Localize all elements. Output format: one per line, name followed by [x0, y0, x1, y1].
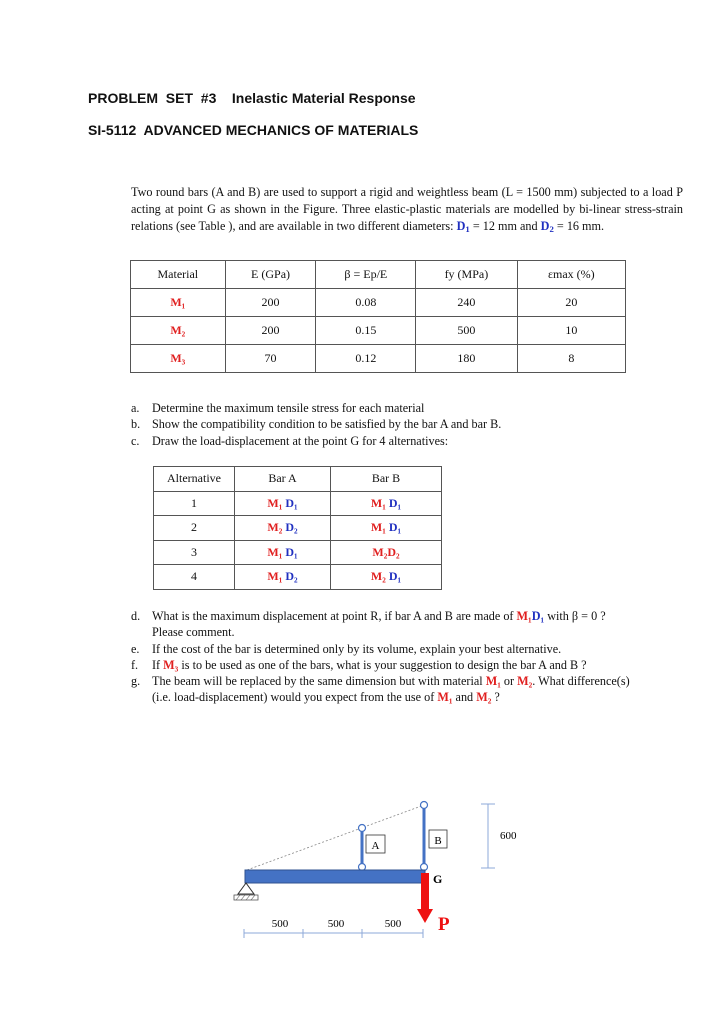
course-title: SI-5112 ADVANCED MECHANICS OF MATERIALS: [88, 122, 419, 138]
table-row: [154, 491, 442, 516]
header-bar-b: Bar B: [331, 467, 442, 492]
pin-support: [238, 883, 254, 894]
height-dimension-label: 600: [500, 830, 517, 842]
bar-a-top-pin: [359, 825, 366, 832]
cell-fy: 500: [416, 317, 517, 345]
cell-bar-b: M₁ D₁: [331, 491, 442, 516]
header-alternative: Alternative: [154, 467, 235, 492]
dashed-guide-line: [247, 805, 424, 870]
header-bar-a: Bar A: [235, 467, 331, 492]
table-row: [131, 289, 626, 317]
cell-alt: 4: [154, 565, 235, 590]
cell-emax: 20: [517, 289, 625, 317]
problem-statement: [131, 184, 683, 238]
list-item: f. If M₃ is to be used as one of the bars, what is your suggestion to design the bar A and B ?: [131, 657, 587, 672]
list-item: a. Determine the maximum tensile stress for each material: [131, 401, 425, 415]
cell-bar-b: M₂D₂: [331, 540, 442, 565]
cell-bar-a: M₁ D₂: [235, 565, 331, 590]
header-e: E (GPa): [225, 261, 316, 289]
cell-alt: 3: [154, 540, 235, 565]
bar-b-bottom-pin: [421, 864, 428, 871]
cell-beta: 0.12: [316, 345, 416, 373]
bar-b-label: B: [434, 835, 442, 847]
list-item: d. What is the maximum displacement at point R, if bar A and B are made of M₁D₁ with β = 0 ? Please comment.: [131, 609, 606, 640]
material-m1: M₁: [131, 289, 226, 317]
cell-bar-b: M₁ D₁: [331, 516, 442, 541]
cell-e: 200: [225, 317, 316, 345]
diameter-d2: D2: [540, 219, 554, 234]
bar-a-label: A: [371, 840, 380, 852]
diameter-d1: D1: [456, 219, 470, 234]
load-p-label: P: [438, 914, 450, 935]
material-table-header: [131, 261, 626, 289]
header-material: Material: [131, 261, 226, 289]
cell-bar-a: M₂ D₂: [235, 516, 331, 541]
material-m3: M₃: [131, 345, 226, 373]
load-arrow-shaft: [421, 873, 429, 909]
alternatives-table: [153, 466, 442, 590]
cell-fy: 180: [416, 345, 517, 373]
header-fy: fy (MPa): [416, 261, 517, 289]
material-m2: M₂: [131, 317, 226, 345]
cell-fy: 240: [416, 289, 517, 317]
point-g-label: G: [433, 872, 443, 886]
bar-b-top-pin: [421, 802, 428, 809]
load-arrow-head: [417, 909, 433, 923]
questions-abc: [131, 400, 691, 449]
cell-beta: 0.15: [316, 317, 416, 345]
intro-text-2: = 12 mm and: [469, 219, 541, 233]
cell-emax: 8: [517, 345, 625, 373]
table-row: [131, 317, 626, 345]
header-beta: β = Ep/E: [316, 261, 416, 289]
bar-a-bottom-pin: [359, 864, 366, 871]
cell-alt: 1: [154, 491, 235, 516]
span-2-label: 500: [327, 918, 345, 930]
list-item: g. The beam will be replaced by the same dimension but with material M₁ or M₂. What difference(s) (i.e. load-displacement) would you expect from the use of M₁ and M₂ ?: [131, 674, 630, 705]
alternatives-table-header: [154, 467, 442, 492]
table-row: [154, 516, 442, 541]
intro-text-1: Two round bars (A and B) are used to support a rigid and weightless beam (L = 1500 mm) subjected to a load P acting at point G as shown in the Figure. Three elastic-plastic materials are modelled by bi-linear stress-strain relations (see Table ), and are available in two different diameters:: [131, 185, 683, 233]
cell-bar-b: M₂ D₁: [331, 565, 442, 590]
table-row: [154, 565, 442, 590]
cell-emax: 10: [517, 317, 625, 345]
table-row: [131, 345, 626, 373]
problem-set-title: PROBLEM SET #3 Inelastic Material Response: [88, 90, 416, 106]
rigid-beam: [245, 870, 425, 883]
header-emax: εmax (%): [517, 261, 625, 289]
span-3-label: 500: [384, 918, 402, 930]
cell-e: 200: [225, 289, 316, 317]
table-row: [154, 540, 442, 565]
cell-bar-a: M₁ D₁: [235, 540, 331, 565]
list-item: b. Show the compatibility condition to be satisfied by the bar A and bar B.: [131, 417, 502, 432]
beam-figure: [0, 790, 725, 950]
list-item: c. Draw the load-displacement at the point G for 4 alternatives:: [131, 433, 449, 448]
span-1-label: 500: [271, 918, 289, 930]
intro-text-3: = 16 mm.: [553, 219, 605, 233]
cell-beta: 0.08: [316, 289, 416, 317]
cell-alt: 2: [154, 516, 235, 541]
cell-e: 70: [225, 345, 316, 373]
material-table: [130, 260, 626, 373]
questions-defg: [131, 608, 691, 706]
cell-bar-a: M₁ D₁: [235, 491, 331, 516]
list-item: e. If the cost of the bar is determined only by its volume, explain your best alternative.: [131, 641, 562, 656]
